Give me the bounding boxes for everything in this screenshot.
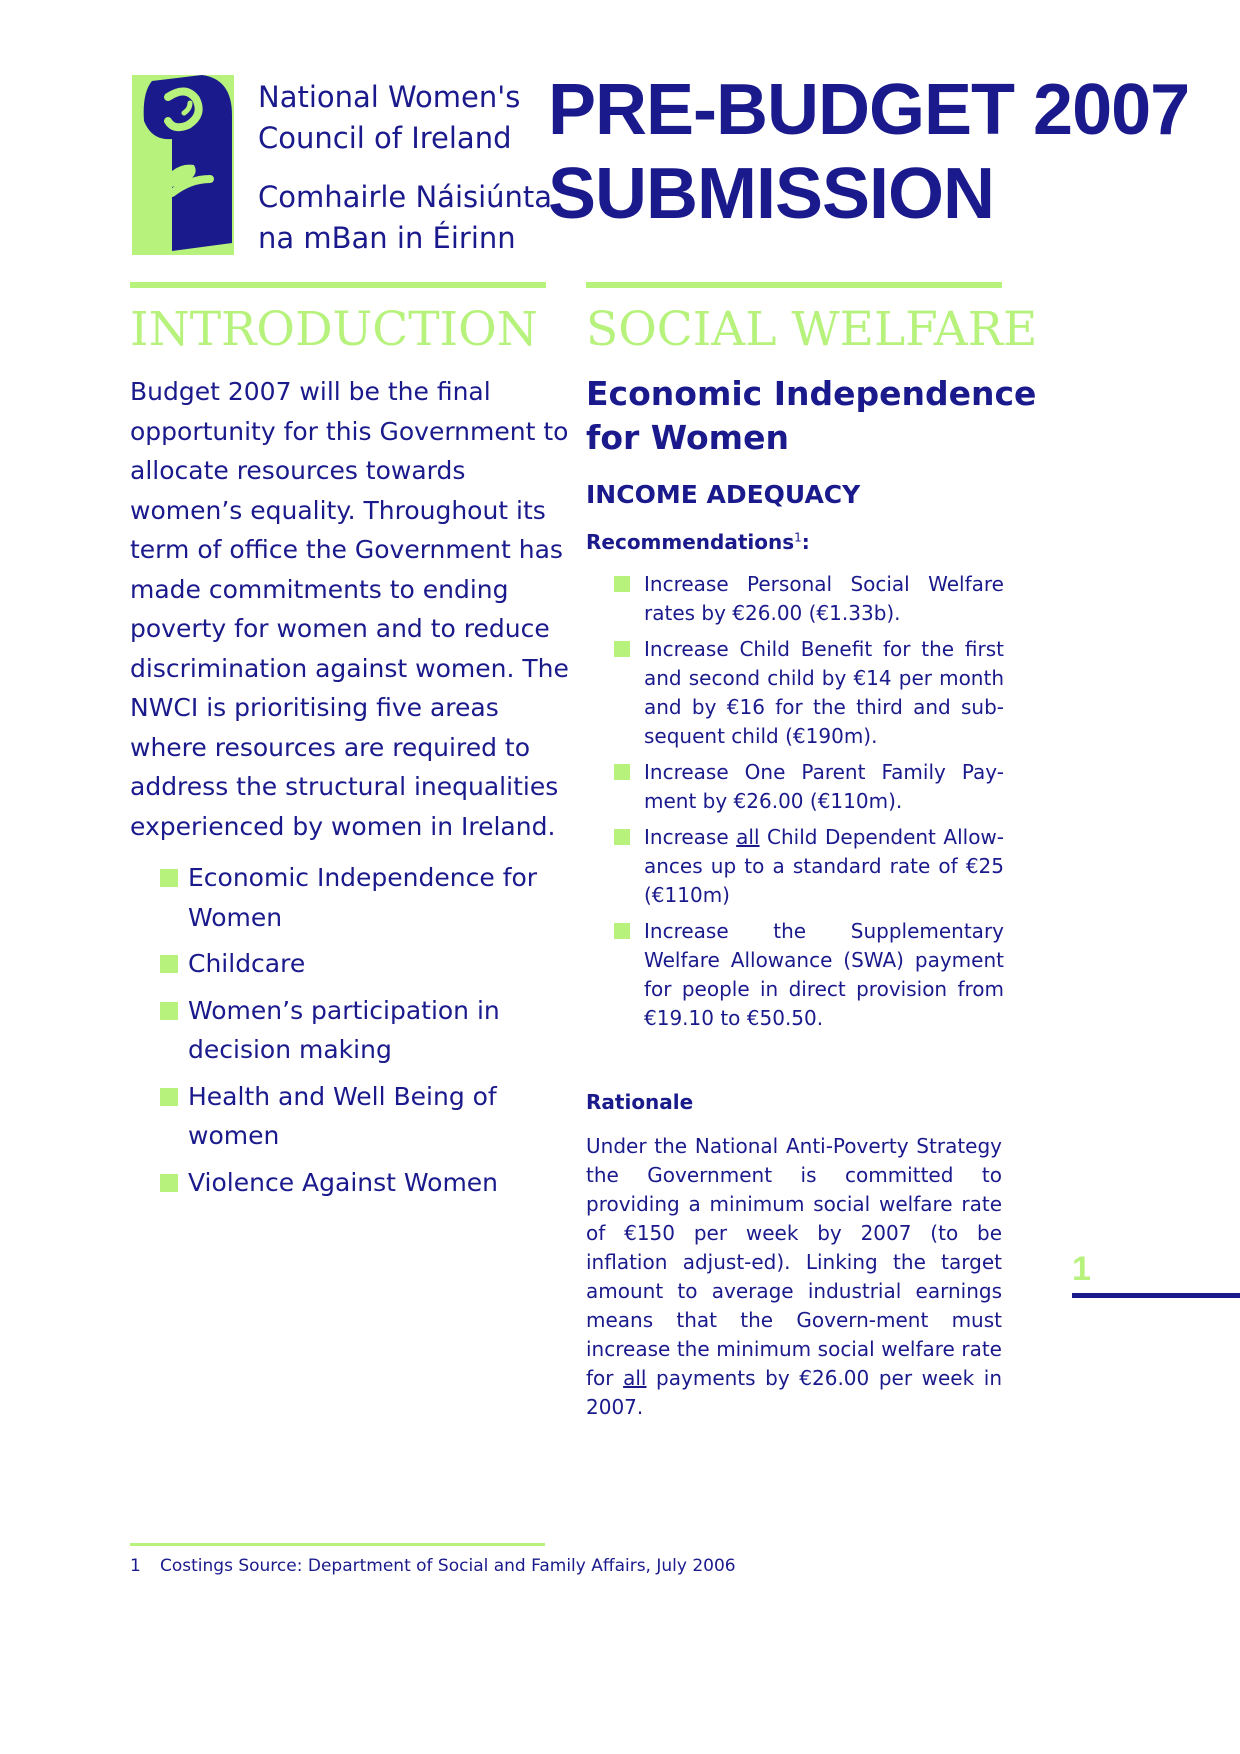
org-name-english [258, 77, 520, 159]
page-number: 1 [1072, 1250, 1091, 1288]
introduction-text [130, 372, 569, 846]
square-bullet-icon [160, 1174, 178, 1192]
intro-line: discrimination against women. The [130, 653, 569, 683]
intro-top-rule [130, 282, 546, 288]
list-item: Increase the Supplementary Welfare Allowance (SWA) payment for people in direct provision from €19.10 to €50.50. [614, 917, 1004, 1033]
square-bullet-icon [160, 955, 178, 973]
social-welfare-heading: SOCIAL WELFARE [586, 302, 1038, 357]
org-name-line: National Women's [258, 80, 521, 114]
list-item: Childcare [160, 944, 560, 984]
intro-line: experienced by women in Ireland. [130, 811, 556, 841]
nwci-logo-icon [132, 75, 234, 255]
footnote-ref: 1 [794, 530, 802, 545]
org-name-line: Council of Ireland [258, 121, 512, 155]
footnote-rule [130, 1543, 545, 1546]
rationale-heading: Rationale [586, 1090, 694, 1114]
list-item: Women’s participation in decision making [160, 991, 560, 1070]
list-item: Health and Well Being of women [160, 1077, 560, 1156]
document-title [548, 68, 1189, 236]
list-item: Increase all Child Dependent Allow-ances up to a standard rate of €25 (€110m) [614, 823, 1004, 910]
intro-line: opportunity for this Government to [130, 416, 569, 446]
recommendations-heading: Recommendations$^1$: [586, 530, 810, 554]
intro-line: NWCI is prioritising five areas [130, 693, 499, 722]
title-line: SUBMISSION [548, 154, 995, 234]
square-bullet-icon [614, 641, 630, 657]
intro-line: term of office the Government has [130, 535, 563, 564]
list-item: Increase Child Benefit for the first and second child by €14 per month and by €16 for the third and sub-sequent child (€190m). [614, 635, 1004, 751]
recommendations-list [614, 570, 1004, 1040]
list-item: Economic Independence for Women [160, 858, 560, 937]
square-bullet-icon [614, 829, 630, 845]
list-item: Increase One Parent Family Pay-ment by €26.00 (€110m). [614, 758, 1004, 816]
rationale-text: Under the National Anti-Poverty Strategy the Government is committed to providing a minimum social welfare rate of €150 per week by 2007 (to be inflation adjust-ed). Linking the target amount to average industrial earnings means that the Govern-ment must increase the minimum social welfare rate for all payments by €26.00 per week in 2007. [586, 1134, 1003, 1419]
square-bullet-icon [614, 923, 630, 939]
org-name-irish [258, 177, 552, 259]
square-bullet-icon [160, 869, 178, 887]
priority-areas-list [160, 858, 560, 1209]
title-line: PRE-BUDGET 2007 [548, 70, 1190, 150]
intro-line: where resources are required to [130, 732, 530, 762]
org-name-line: na mBan in Éirinn [258, 221, 516, 255]
square-bullet-icon [160, 1088, 178, 1106]
list-item: Increase Personal Social Welfare rates by €26.00 (€1.33b). [614, 570, 1004, 628]
introduction-heading: INTRODUCTION [130, 302, 538, 357]
page-number-rule [1072, 1293, 1240, 1298]
welfare-top-rule [586, 282, 1002, 288]
footnote-text: Costings Source: Department of Social and Family Affairs, July 2006 [160, 1556, 736, 1576]
footnote [130, 1556, 736, 1576]
list-item: Violence Against Women [160, 1163, 560, 1203]
square-bullet-icon [160, 1002, 178, 1020]
footnote-number: 1 [130, 1556, 141, 1576]
income-adequacy-heading: INCOME ADEQUACY [586, 480, 861, 509]
square-bullet-icon [614, 764, 630, 780]
intro-line: poverty for women and to reduce [130, 614, 550, 643]
org-name-line: Comhairle Náisiúnta [258, 180, 553, 214]
square-bullet-icon [614, 576, 630, 592]
economic-independence-heading: Economic Independence for Women [586, 374, 1037, 457]
intro-line: made commitments to ending [130, 574, 509, 604]
intro-line: address the structural inequalities [130, 772, 559, 801]
intro-line: women’s equality. Throughout its [130, 495, 546, 525]
intro-line: allocate resources towards [130, 456, 466, 485]
intro-line: Budget 2007 will be the final [130, 377, 491, 406]
